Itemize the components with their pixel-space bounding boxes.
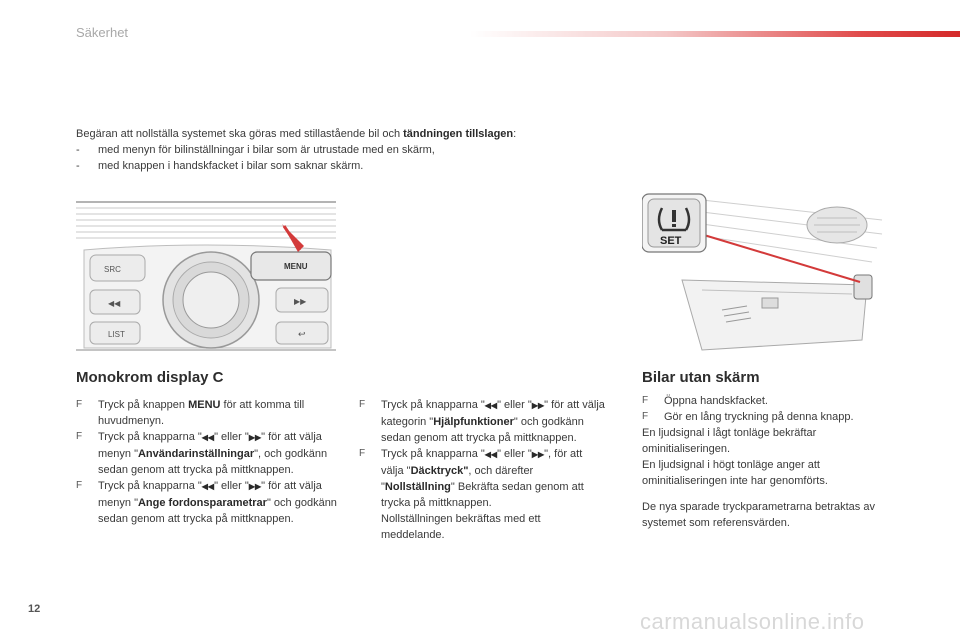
section-title: Säkerhet <box>76 25 129 40</box>
section-heading-mono: Monokrom display C <box>76 369 224 386</box>
next-icon: ▶▶ <box>531 450 545 459</box>
intro-bullet: - med knappen i handskfacket i bilar som saknar skärm. <box>76 160 364 172</box>
set-label: SET <box>660 235 682 247</box>
svg-text:▶▶: ▶▶ <box>294 297 307 306</box>
list-item: F Gör en lång tryckning på denna knapp. <box>642 411 854 423</box>
src-label: SRC <box>104 265 121 274</box>
glovebox-illustration <box>642 190 887 357</box>
svg-text:↩: ↩ <box>298 329 306 339</box>
radio-panel-illustration <box>76 200 336 353</box>
watermark: carmanualsonline.info <box>640 609 865 634</box>
mono-column-2 <box>359 397 607 543</box>
paragraph: En ljudsignal i högt tonläge anger att ominitialiseringen inte har genomförts. <box>642 459 828 487</box>
previous-icon: ◀◀ <box>201 433 215 442</box>
header-accent-bar <box>470 31 960 37</box>
noscreen-column <box>642 393 892 531</box>
previous-icon: ◀◀ <box>484 450 498 459</box>
intro-line: Begäran att nollställa systemet ska göras med stillastående bil och tändningen tillslagen: <box>76 128 517 140</box>
page-number: 12 <box>28 603 41 615</box>
list-item: F Öppna handskfacket. <box>642 395 768 407</box>
next-icon: ▶▶ <box>248 482 262 491</box>
intro-text <box>76 126 616 174</box>
intro-bullet: - med menyn för bilinställningar i bilar som är utrustade med en skärm, <box>76 144 435 156</box>
list-item: F Tryck på knapparna "◀◀" eller "▶▶", för att välja "Däcktryck", och därefter "Nollställning" Bekräfta sedan genom att trycka på mittknappen. Nollställningen bekräftas med ett meddelande. <box>359 448 584 541</box>
paragraph: En ljudsignal i lågt tonläge bekräftar ominitialiseringen. <box>642 427 817 455</box>
svg-text:◀◀: ◀◀ <box>108 299 121 308</box>
menu-label: MENU <box>284 262 308 271</box>
list-item: F Tryck på knapparna "◀◀" eller "▶▶" för att välja menyn "Användarinställningar", och godkänn sedan genom att trycka på mittknappen. <box>76 431 328 476</box>
paragraph: De nya sparade tryckparametrarna betraktas av systemet som referensvärden. <box>642 501 875 529</box>
list-label: LIST <box>108 330 125 339</box>
previous-icon: ◀◀ <box>484 401 498 410</box>
next-icon: ▶▶ <box>531 401 545 410</box>
list-item: F Tryck på knappen MENU för att komma till huvudmenyn. <box>76 399 305 427</box>
mono-column-1 <box>76 397 338 527</box>
list-item: F Tryck på knapparna "◀◀" eller "▶▶" för att välja menyn "Ange fordonsparametrar" och godkänn sedan genom att trycka på mittknappen. <box>76 480 337 525</box>
section-heading-noscreen: Bilar utan skärm <box>642 369 760 386</box>
previous-icon: ◀◀ <box>201 482 215 491</box>
next-icon: ▶▶ <box>248 433 262 442</box>
list-item: F Tryck på knapparna "◀◀" eller "▶▶" för att välja kategorin "Hjälpfunktioner" och godkänn sedan genom att trycka på mittknappen. <box>359 399 605 444</box>
